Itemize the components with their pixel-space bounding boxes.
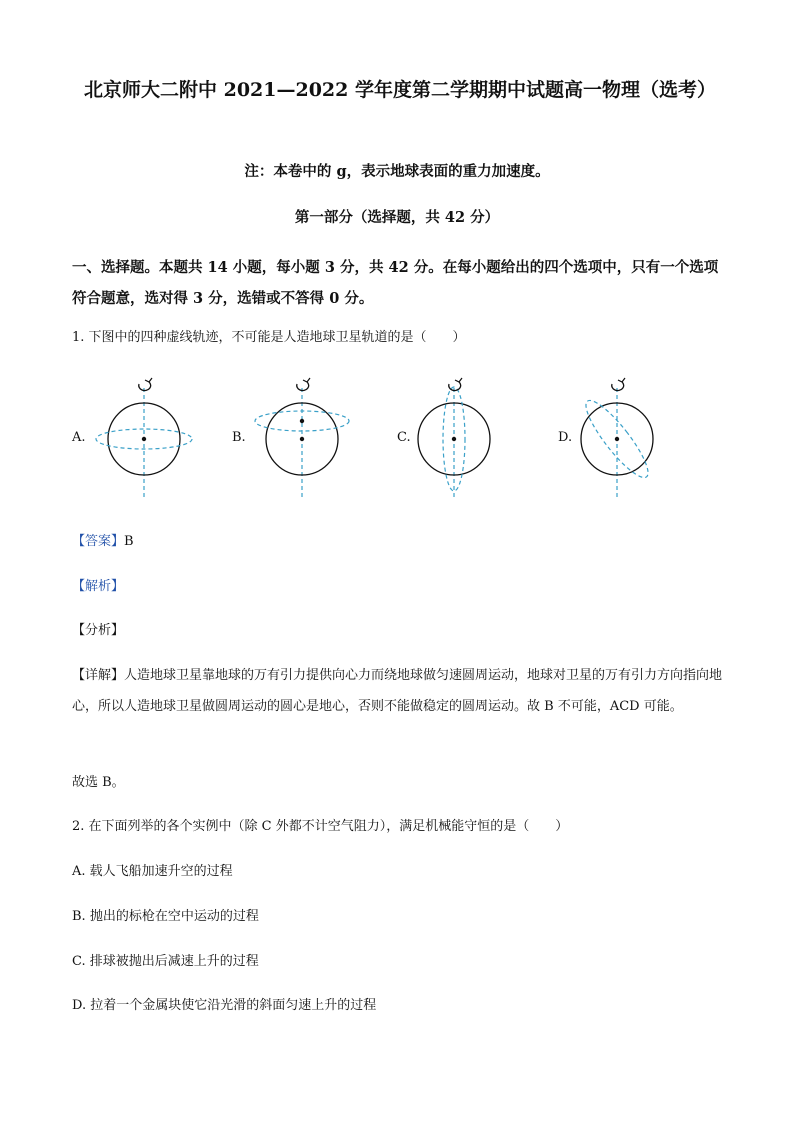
figure-c-orbit-diagram bbox=[400, 370, 510, 505]
question-1-figures bbox=[0, 370, 794, 510]
question-2-stem: 2. 在下面列举的各个实例中（除 C 外都不计空气阻力），满足机械能守恒的是（ ） bbox=[72, 819, 569, 834]
figure-a-orbit-diagram bbox=[90, 370, 200, 505]
answer-line bbox=[72, 531, 732, 553]
question-2-option-a: A. 载人飞船加速升空的过程 bbox=[72, 864, 233, 879]
part-heading: 第一部分（选择题，共 42 分） bbox=[294, 209, 500, 226]
question-2-option-c: C. 排球被抛出后减速上升的过程 bbox=[72, 954, 259, 969]
question-2-option-d: D. 拉着一个金属块使它沿光滑的斜面匀速上升的过程 bbox=[72, 998, 377, 1013]
detail-tag: 【详解】 bbox=[72, 668, 125, 683]
figure-b-orbit-diagram bbox=[248, 370, 358, 505]
question-1-stem: 1. 下图中的四种虚线轨迹，不可能是人造地球卫星轨道的是（ ） bbox=[72, 330, 466, 345]
answer-tag: 【答案】 bbox=[72, 534, 125, 549]
detail-paragraph bbox=[72, 660, 732, 722]
answer-value: B bbox=[124, 534, 134, 549]
figure-d-label: D. bbox=[558, 430, 573, 445]
detail-text: 人造地球卫星靠地球的万有引力提供向心力而绕地球做匀速圆周运动，地球对卫星的万有引力方向指向地心，所以人造地球卫星做圆周运动的圆心是地心，否则不能做稳定的圆周运动。故 B 不可能，ACD 可能。 bbox=[72, 668, 723, 714]
analysis-tag: 【解析】 bbox=[72, 579, 125, 594]
figure-c-label: C. bbox=[397, 430, 411, 445]
conclusion: 故选 B。 bbox=[72, 775, 125, 790]
note: 注：本卷中的 g，表示地球表面的重力加速度。 bbox=[244, 163, 550, 180]
section-instructions: 一、选择题。本题共 14 小题，每小题 3 分，共 42 分。在每小题给出的四个选项中，只有一个选项符合题意，选对得 3 分，选错或不答得 0 分。 bbox=[72, 259, 719, 307]
figure-b-label: B. bbox=[232, 430, 246, 445]
page-title: 北京师大二附中 2021—2022 学年度第二学期期中试题高一物理（选考） bbox=[84, 79, 716, 101]
figure-a-label: A. bbox=[72, 430, 86, 445]
question-2-option-b: B. 抛出的标枪在空中运动的过程 bbox=[72, 909, 259, 924]
figure-d-orbit-diagram bbox=[563, 370, 673, 505]
fenxi-tag: 【分析】 bbox=[72, 623, 125, 638]
